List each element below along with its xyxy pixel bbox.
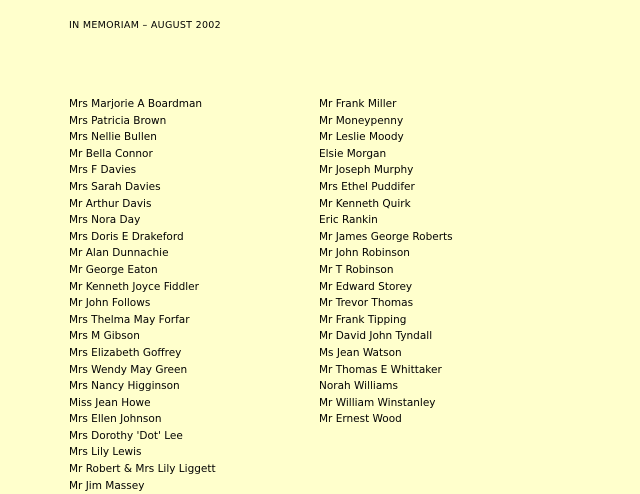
list-item: Mr John Follows bbox=[69, 297, 151, 310]
list-item: Mrs Nora Day bbox=[69, 214, 141, 227]
list-item: Mr Frank Tipping bbox=[319, 313, 407, 326]
list-item: Mrs Ellen Johnson bbox=[69, 413, 162, 426]
list-item: Mrs Thelma May Forfar bbox=[69, 313, 190, 326]
list-item: Mrs Wendy May Green bbox=[69, 363, 188, 376]
list-item: Mr Bella Connor bbox=[69, 147, 153, 160]
list-item: Mr Kenneth Quirk bbox=[319, 197, 411, 210]
names-columns bbox=[69, 96, 589, 494]
list-item: Mr James George Roberts bbox=[319, 230, 453, 243]
list-item: Mr Edward Storey bbox=[319, 280, 413, 293]
list-item: Norah Williams bbox=[319, 380, 398, 393]
list-item: Mr T Robinson bbox=[319, 263, 394, 276]
list-item: Mr Joseph Murphy bbox=[319, 164, 414, 177]
list-item: Mr Thomas E Whittaker bbox=[319, 363, 442, 376]
list-item: Mrs F Davies bbox=[69, 164, 137, 177]
list-item: Elsie Morgan bbox=[319, 147, 387, 160]
names-column-left bbox=[69, 96, 319, 494]
list-item: Mr Ernest Wood bbox=[319, 413, 402, 426]
list-item: Mrs M Gibson bbox=[69, 330, 140, 343]
list-item: Mrs Nancy Higginson bbox=[69, 380, 180, 393]
list-item: Miss Jean Howe bbox=[69, 396, 151, 409]
list-item: Mr Robert & Mrs Lily Liggett bbox=[69, 463, 216, 476]
list-item: Mrs Marjorie A Boardman bbox=[69, 98, 203, 110]
list-item: Mr Leslie Moody bbox=[319, 131, 404, 144]
list-item: Mr Arthur Davis bbox=[69, 197, 152, 210]
names-column-right bbox=[319, 96, 579, 428]
list-item: Mrs Dorothy 'Dot' Lee bbox=[69, 429, 183, 442]
list-item: Mr Frank Miller bbox=[319, 98, 397, 110]
list-item: Mr Moneypenny bbox=[319, 114, 404, 127]
list-item: Mr David John Tyndall bbox=[319, 330, 433, 343]
list-item: Mrs Doris E Drakeford bbox=[69, 230, 184, 243]
page-title: IN MEMORIAM – AUGUST 2002 bbox=[69, 20, 221, 31]
list-item: Mr Jim Massey bbox=[69, 479, 145, 492]
list-item: Mr George Eaton bbox=[69, 263, 158, 276]
list-item: Ms Jean Watson bbox=[319, 346, 402, 359]
list-item: Mr John Robinson bbox=[319, 247, 410, 260]
list-item: Eric Rankin bbox=[319, 214, 378, 227]
list-item: Mrs Ethel Puddifer bbox=[319, 180, 415, 193]
list-item: Mrs Lily Lewis bbox=[69, 446, 142, 459]
list-item: Mrs Patricia Brown bbox=[69, 114, 167, 127]
list-item: Mr Trevor Thomas bbox=[319, 297, 414, 310]
list-item: Mr Kenneth Joyce Fiddler bbox=[69, 280, 199, 293]
list-item: Mr William Winstanley bbox=[319, 396, 436, 409]
list-item: Mr Alan Dunnachie bbox=[69, 247, 169, 260]
list-item: Mrs Sarah Davies bbox=[69, 180, 161, 193]
list-item: Mrs Elizabeth Goffrey bbox=[69, 346, 182, 359]
list-item: Mrs Nellie Bullen bbox=[69, 131, 157, 144]
